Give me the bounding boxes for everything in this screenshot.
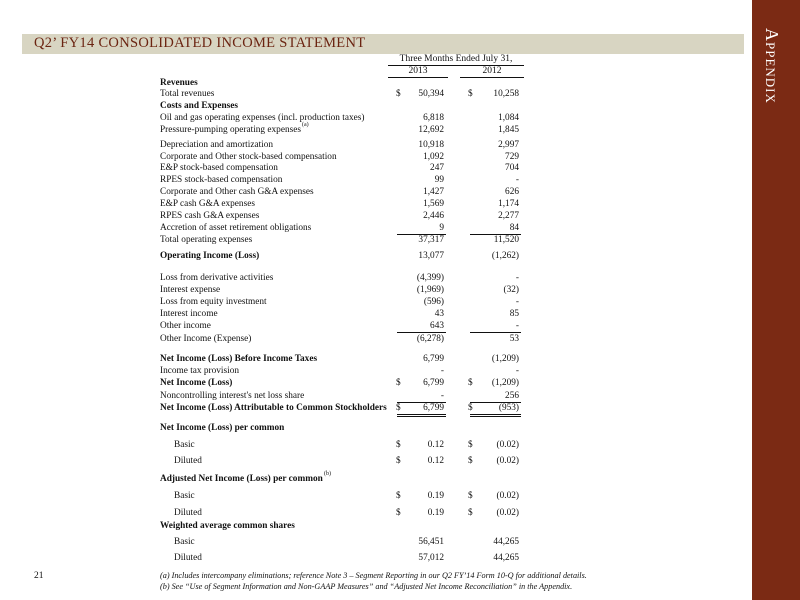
footnote-a: (a) Includes intercompany eliminations; reference Note 3 – Segment Reporting in our Q2 FY’14 Form 10-Q for additional details. xyxy=(160,571,587,580)
value-2013: 1,569 xyxy=(423,199,444,209)
value-2013: 1,092 xyxy=(423,152,444,162)
value-2013: (6,278) xyxy=(416,334,444,344)
table-row xyxy=(160,309,530,321)
currency-2012: $ xyxy=(468,508,473,518)
appendix-label: Appendix xyxy=(762,28,782,104)
value-2012: 626 xyxy=(505,187,519,197)
footnote-marker: (a) xyxy=(302,122,309,128)
table-row xyxy=(160,89,530,101)
appendix-sidebar xyxy=(752,0,800,600)
table-row xyxy=(160,334,530,346)
table-row xyxy=(160,456,530,468)
currency-2013: $ xyxy=(396,491,401,501)
row-label: Basic xyxy=(174,440,195,450)
value-2012: - xyxy=(515,273,519,283)
value-2013: (1,969) xyxy=(416,285,444,295)
value-2013: (596) xyxy=(423,297,444,307)
value-2013: 6,799 xyxy=(423,403,444,413)
table-row xyxy=(160,440,530,452)
row-label: Noncontrolling interest's net loss share xyxy=(160,391,305,401)
row-label: Loss from equity investment xyxy=(160,297,267,307)
row-label: Oil and gas operating expenses (incl. production taxes) xyxy=(160,113,365,123)
currency-2013: $ xyxy=(396,456,401,466)
value-2012: 1,845 xyxy=(498,125,519,135)
value-2013: 10,918 xyxy=(418,140,444,150)
table-row xyxy=(160,187,530,199)
table-row xyxy=(160,423,530,435)
value-2013: 0.12 xyxy=(427,440,444,450)
row-label: Corporate and Other cash G&A expenses xyxy=(160,187,314,197)
row-label: RPES stock-based compensation xyxy=(160,175,283,185)
value-2012: 256 xyxy=(505,391,519,401)
table-row xyxy=(160,251,530,263)
row-label: E&P stock-based compensation xyxy=(160,163,278,173)
column-rule xyxy=(397,416,446,417)
table-row xyxy=(160,122,530,137)
value-2012: - xyxy=(515,366,519,376)
value-2013: 643 xyxy=(430,321,444,331)
row-label: Interest expense xyxy=(160,285,221,295)
currency-2013: $ xyxy=(396,508,401,518)
value-2013: 99 xyxy=(434,175,444,185)
row-label: Other Income (Expense) xyxy=(160,334,252,344)
row-label: Revenues xyxy=(160,78,198,88)
currency-2012: $ xyxy=(468,403,473,413)
value-2013: 6,799 xyxy=(423,378,444,388)
table-row xyxy=(160,471,530,486)
value-2012: 44,265 xyxy=(493,537,519,547)
value-2013: 247 xyxy=(430,163,444,173)
row-label: Basic xyxy=(174,491,195,501)
currency-2012: $ xyxy=(468,491,473,501)
column-rule xyxy=(470,416,521,417)
footnote-b: (b) See “Use of Segment Information and Non-GAAP Measures” and “Adjusted Net Income Reconciliation” in the Appendix. xyxy=(160,582,573,591)
value-2012: (0.02) xyxy=(496,456,519,466)
column-rule xyxy=(470,332,521,333)
table-row xyxy=(160,175,530,187)
row-label: Accretion of asset retirement obligations xyxy=(160,223,312,233)
row-label: Corporate and Other stock-based compensation xyxy=(160,152,337,162)
table-row xyxy=(160,553,530,565)
row-label: Total operating expenses xyxy=(160,235,253,245)
row-label: Costs and Expenses xyxy=(160,101,239,111)
value-2013: 12,692 xyxy=(418,125,444,135)
table-row xyxy=(160,199,530,211)
row-label: Net Income (Loss) Attributable to Common Stockholders xyxy=(160,403,387,413)
value-2012: - xyxy=(515,321,519,331)
value-2012: 84 xyxy=(509,223,519,233)
value-2012: 1,174 xyxy=(498,199,519,209)
value-2013: 13,077 xyxy=(418,251,444,261)
row-label: Net Income (Loss) per common xyxy=(160,423,285,433)
value-2012: (1,209) xyxy=(491,378,519,388)
row-label: Basic xyxy=(174,537,195,547)
value-2012: (1,209) xyxy=(491,354,519,364)
row-label: Interest income xyxy=(160,309,218,319)
row-label: E&P cash G&A expenses xyxy=(160,199,255,209)
title-bar xyxy=(22,34,744,54)
table-row xyxy=(160,537,530,549)
row-label: Pressure-pumping operating expenses xyxy=(160,125,301,135)
row-label: Net Income (Loss) xyxy=(160,378,233,388)
value-2013: 57,012 xyxy=(418,553,444,563)
table-row xyxy=(160,321,530,333)
row-label: RPES cash G&A expenses xyxy=(160,211,260,221)
value-2013: (4,399) xyxy=(416,273,444,283)
row-label: Diluted xyxy=(174,553,202,563)
value-2012: (0.02) xyxy=(496,440,519,450)
value-2012: 44,265 xyxy=(493,553,519,563)
value-2013: - xyxy=(440,391,444,401)
value-2012: 2,277 xyxy=(498,211,519,221)
table-row xyxy=(160,211,530,223)
value-2013: 43 xyxy=(434,309,444,319)
row-label: Loss from derivative activities xyxy=(160,273,274,283)
value-2013: 37,317 xyxy=(418,235,444,245)
value-2013: - xyxy=(440,366,444,376)
row-label: Weighted average common shares xyxy=(160,521,295,531)
table-row xyxy=(160,391,530,403)
value-2013: 0.19 xyxy=(427,508,444,518)
table-row xyxy=(160,223,530,235)
table-row xyxy=(160,140,530,152)
currency-2013: $ xyxy=(396,378,401,388)
value-2013: 0.19 xyxy=(427,491,444,501)
currency-2012: $ xyxy=(468,440,473,450)
value-2012: (0.02) xyxy=(496,508,519,518)
value-2013: 6,799 xyxy=(423,354,444,364)
row-label: Diluted xyxy=(174,456,202,466)
value-2012: 2,997 xyxy=(498,140,519,150)
value-2012: (1,262) xyxy=(491,251,519,261)
value-2012: 1,084 xyxy=(498,113,519,123)
table-row xyxy=(160,521,530,533)
table-row xyxy=(160,273,530,285)
currency-2013: $ xyxy=(396,403,401,413)
value-2012: 704 xyxy=(505,163,519,173)
table-row xyxy=(160,403,530,415)
row-label: Depreciation and amortization xyxy=(160,140,274,150)
value-2012: 85 xyxy=(509,309,519,319)
table-row xyxy=(160,508,530,520)
value-2012: - xyxy=(515,297,519,307)
value-2012: - xyxy=(515,175,519,185)
column-rule xyxy=(470,414,521,415)
value-2012: 53 xyxy=(509,334,519,344)
year-2013-header: 2013 xyxy=(408,66,428,76)
row-label: Other income xyxy=(160,321,211,331)
column-rule xyxy=(397,414,446,415)
value-2012: (953) xyxy=(498,403,519,413)
value-2013: 56,451 xyxy=(418,537,444,547)
table-row xyxy=(160,113,530,125)
value-2012: 729 xyxy=(505,152,519,162)
value-2013: 9 xyxy=(439,223,444,233)
period-header: Three Months Ended July 31, xyxy=(399,54,513,64)
value-2013: 6,818 xyxy=(423,113,444,123)
row-label: Net Income (Loss) Before Income Taxes xyxy=(160,354,318,364)
currency-2013: $ xyxy=(396,440,401,450)
year-2012-header: 2012 xyxy=(482,66,502,76)
table-row xyxy=(160,163,530,175)
currency-2012: $ xyxy=(468,89,473,99)
table-row xyxy=(160,491,530,503)
value-2013: 0.12 xyxy=(427,456,444,466)
table-row xyxy=(160,354,530,366)
row-label: Adjusted Net Income (Loss) per common xyxy=(160,474,323,484)
row-label: Income tax provision xyxy=(160,366,240,376)
row-label: Total revenues xyxy=(160,89,215,99)
value-2013: 1,427 xyxy=(423,187,444,197)
row-label: Operating Income (Loss) xyxy=(160,251,260,261)
currency-2012: $ xyxy=(468,378,473,388)
table-row xyxy=(160,366,530,378)
value-2012: 11,520 xyxy=(493,235,519,245)
page-title: Q2’ FY14 CONSOLIDATED INCOME STATEMENT xyxy=(34,35,366,51)
footnote-marker: (b) xyxy=(324,471,331,477)
currency-2012: $ xyxy=(468,456,473,466)
table-row xyxy=(160,378,530,390)
table-row xyxy=(160,101,530,113)
page-number: 21 xyxy=(34,571,44,581)
currency-2013: $ xyxy=(396,89,401,99)
column-rule xyxy=(397,332,446,333)
value-2013: 50,394 xyxy=(418,89,444,99)
table-row xyxy=(160,235,530,247)
value-2012: 10,258 xyxy=(493,89,519,99)
value-2012: (0.02) xyxy=(496,491,519,501)
value-2013: 2,446 xyxy=(423,211,444,221)
table-row xyxy=(160,285,530,297)
value-2012: (32) xyxy=(503,285,519,295)
row-label: Diluted xyxy=(174,508,202,518)
table-row xyxy=(160,297,530,309)
